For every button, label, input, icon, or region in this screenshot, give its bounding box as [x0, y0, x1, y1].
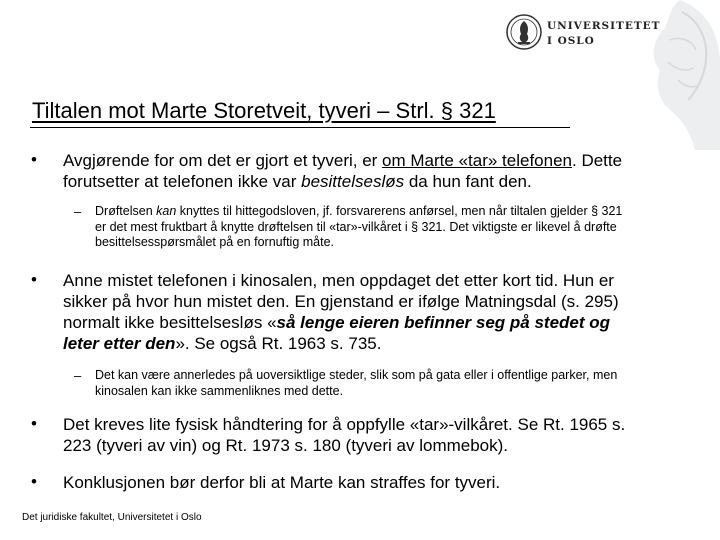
subbullet-text-1: Drøftelsen kan knyttes til hittegodsloven, jf. forsvarerens anførsel, men når tiltalen gjelder § 321 er det mest fruktbart å knytte drøftelsen til «tar»-vilkåret i § 321. Det viktigste er likevel å drøfte besittelsesspørsmålet på en fornuftig måte.: [95, 204, 623, 249]
bullet-text-4: Konklusjonen bør derfor bli at Marte kan straffes for tyveri.: [63, 473, 501, 492]
logo-text-line2: I OSLO: [547, 35, 595, 47]
footer-text: Det juridiske fakultet, Universitetet i Oslo: [22, 512, 202, 523]
subbullet-marker: –: [74, 204, 82, 219]
university-seal-icon: [505, 12, 543, 52]
bullet-text-3: Det kreves lite fysisk håndtering for å oppfylle «tar»-vilkåret. Se Rt. 1965 s. 223 (tyveri av vin) og Rt. 1973 s. 180 (tyveri av lommebok).: [63, 415, 626, 455]
bullet-marker: •: [31, 472, 37, 491]
university-logo: [505, 12, 661, 54]
bullet-marker: •: [31, 150, 37, 169]
logo-text-line1: UNIVERSITETET: [547, 20, 661, 32]
subbullet-marker: –: [74, 368, 82, 383]
bullet-marker: •: [31, 270, 37, 289]
slide-title: Tiltalen mot Marte Storetveit, tyveri – Strl. § 321: [32, 98, 496, 123]
bullet-marker: •: [31, 414, 37, 433]
bullet-text-1: Avgjørende for om det er gjort et tyveri, er om Marte «tar» telefonen. Dette forutsetter at telefonen ikke var besittelsesløs da hun fant den.: [63, 151, 623, 191]
subbullet-text-2: Det kan være annerledes på uoversiktlige steder, slik som på gata eller i offentlige parker, men kinosalen kan ikke sammenliknes med dette.: [95, 368, 618, 398]
title-underline-rule: [30, 127, 570, 128]
bullet-text-2: Anne mistet telefonen i kinosalen, men oppdaget det etter kort tid. Hun er sikker på hvor hun mistet den. En gjenstand er ifølge Matningsdal (s. 295) normalt ikke besittelsesløs «så lenge eieren befinner seg på stedet og leter etter den». Se også Rt. 1963 s. 735.: [63, 271, 619, 353]
